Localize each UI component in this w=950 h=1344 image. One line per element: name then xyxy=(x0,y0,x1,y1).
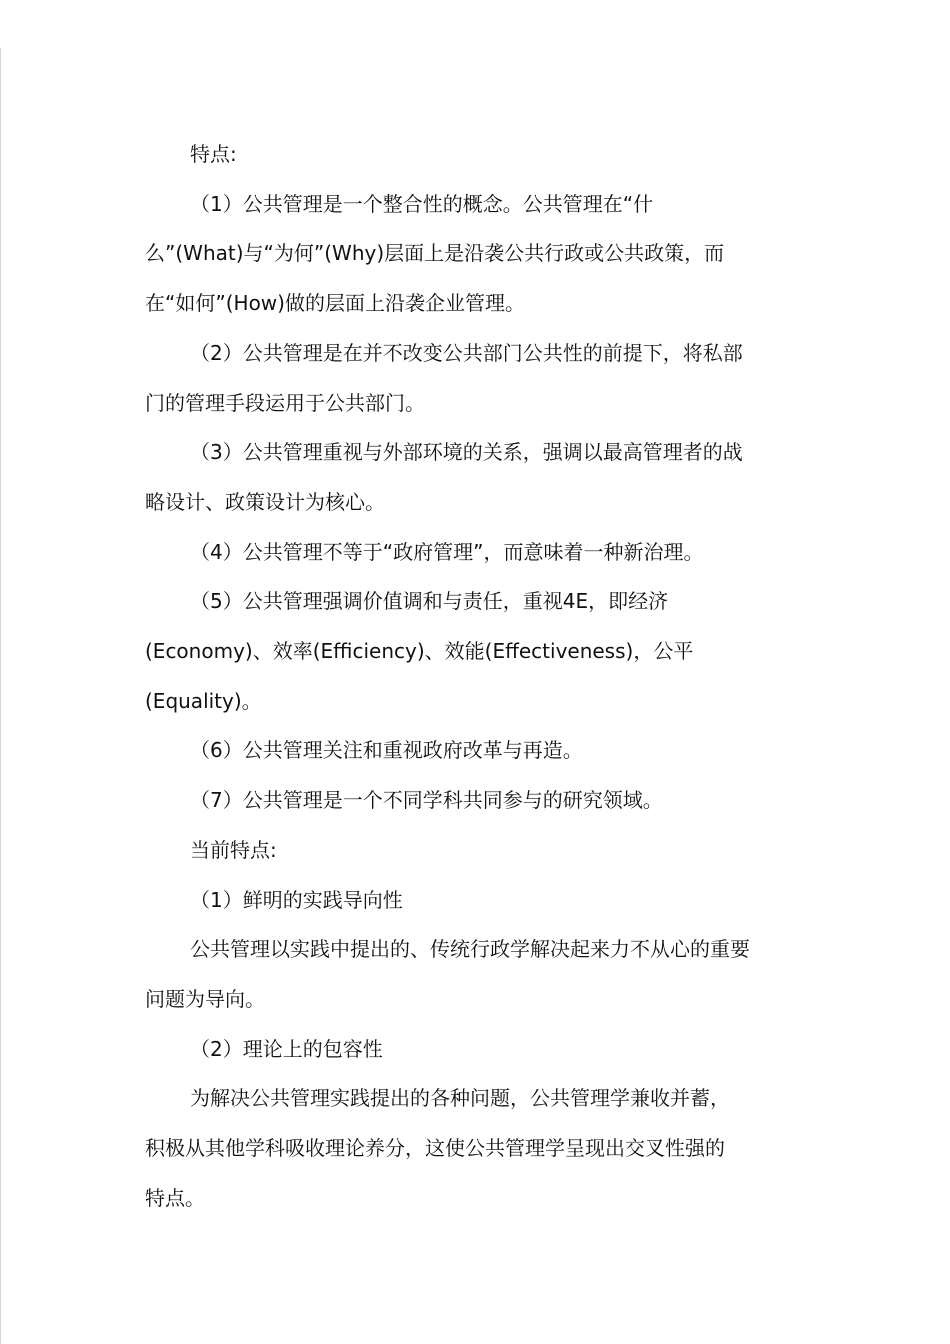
feature-4-line-1: （4）公共管理不等于“政府管理”，而意味着一种新治理。 xyxy=(190,539,704,564)
feature-6-line-1: （6）公共管理关注和重视政府改革与再造。 xyxy=(190,738,583,763)
current-feature-2-line-3: 特点。 xyxy=(145,1185,205,1210)
feature-1-line-3: 在“如何”(How)做的层面上沿袭企业管理。 xyxy=(145,291,525,316)
feature-5-line-1: （5）公共管理强调价值调和与责任，重视4E，即经济 xyxy=(190,589,669,614)
current-feature-1-title: （1）鲜明的实践导向性 xyxy=(190,887,403,912)
current-feature-2-title: （2）理论上的包容性 xyxy=(190,1036,383,1061)
heading-current-features: 当前特点: xyxy=(190,837,277,862)
feature-1-line-1: （1）公共管理是一个整合性的概念。公共管理在“什 xyxy=(190,191,654,216)
feature-7-line-1: （7）公共管理是一个不同学科共同参与的研究领域。 xyxy=(190,788,663,813)
heading-features: 特点: xyxy=(190,142,237,166)
page-left-border xyxy=(0,48,1,1344)
current-feature-2-line-1: 为解决公共管理实践提出的各种问题，公共管理学兼收并蓄， xyxy=(190,1086,730,1111)
current-feature-2-line-2: 积极从其他学科吸收理论养分，这使公共管理学呈现出交叉性强的 xyxy=(145,1136,725,1161)
feature-3-line-2: 略设计、政策设计为核心。 xyxy=(145,489,385,514)
document-page xyxy=(145,130,815,1223)
current-feature-1-line-1: 公共管理以实践中提出的、传统行政学解决起来力不从心的重要 xyxy=(190,937,750,962)
feature-2-line-1: （2）公共管理是在并不改变公共部门公共性的前提下，将私部 xyxy=(190,340,743,365)
feature-5-line-2: (Economy)、效率(Efficiency)、效能(Effectiveness)，公平 xyxy=(145,639,694,664)
feature-5-line-3: (Equality)。 xyxy=(145,688,262,713)
feature-1-line-2: 么”(What)与“为何”(Why)层面上是沿袭公共行政或公共政策，而 xyxy=(145,241,725,266)
feature-3-line-1: （3）公共管理重视与外部环境的关系，强调以最高管理者的战 xyxy=(190,440,743,465)
current-feature-1-line-2: 问题为导向。 xyxy=(145,986,265,1011)
feature-2-line-2: 门的管理手段运用于公共部门。 xyxy=(145,390,425,415)
